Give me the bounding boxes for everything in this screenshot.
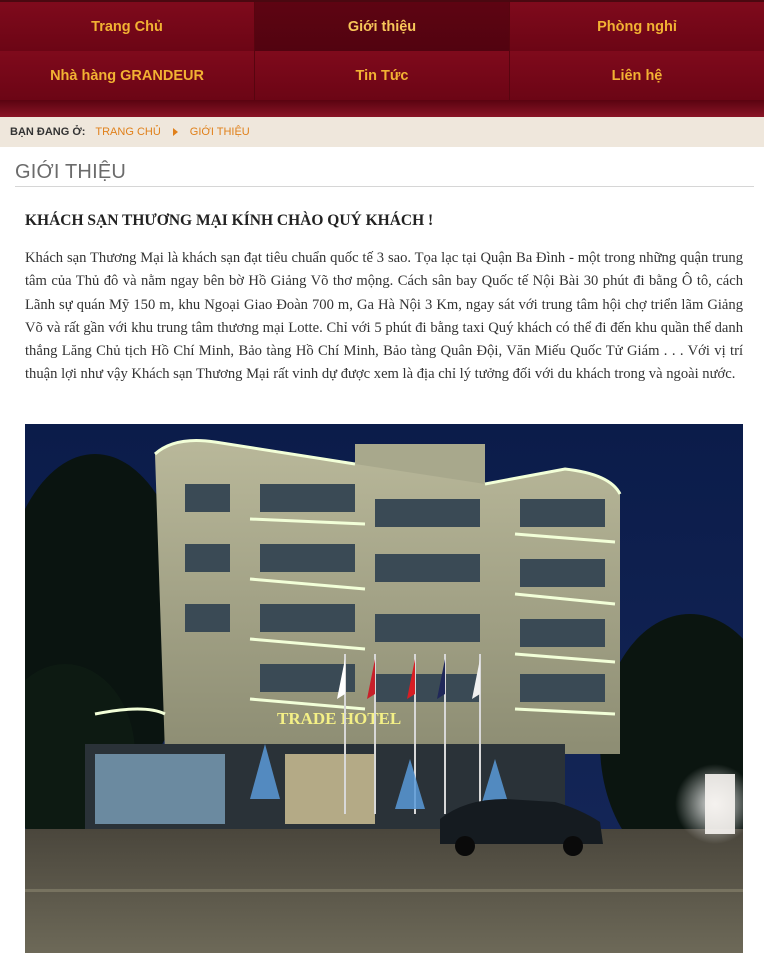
hotel-photo	[25, 424, 743, 953]
article-content	[0, 212, 764, 387]
breadcrumb-label: BẠN ĐANG Ở:	[10, 126, 86, 138]
welcome-heading: KHÁCH SẠN THƯƠNG MẠI KÍNH CHÀO QUÝ KHÁCH !	[25, 212, 434, 229]
intro-paragraph: Khách sạn Thương Mại là khách sạn đạt tiêu chuẩn quốc tế 3 sao. Tọa lạc tại Quận Ba Đình - một trong những quận trung tâm của Thủ đô và nằm ngay bên bờ Hồ Giảng Võ thơ mộng. Cách sân bay Quốc tế Nội Bài 30 phút đi bằng Ô tô, cách Lãnh sự quán Mỹ 150 m, khu Ngoại Giao Đoàn 700 m, Ga Hà Nội 3 Km, ngay sát với trung tâm hội chợ triển lãm Giảng Võ và rất gần với khu trung tâm thương mại Lotte. Chỉ với 5 phút đi bằng taxi Quý khách có thể đi đến khu quần thể danh thắng Lăng Chủ tịch Hồ Chí Minh, Bảo tàng Hồ Chí Minh, Bảo tàng Quân Đội, Văn Miếu Quốc Tử Giám . . . Với vị trí thuận lợi như vậy Khách sạn Thương Mại rất vinh dự được xem là địa chỉ lý tưởng đối với du khách trong và ngoài nước.	[25, 250, 743, 383]
breadcrumb-arrow-icon	[173, 128, 178, 136]
main-navigation	[0, 0, 764, 117]
nav-grid	[0, 2, 764, 100]
nav-bottom-bar	[0, 100, 764, 117]
breadcrumb-home-link[interactable]: TRANG CHỦ	[95, 126, 161, 138]
breadcrumb-current[interactable]: GIỚI THIỆU	[189, 126, 250, 138]
nav-item-restaurant[interactable]: Nhà hàng GRANDEUR	[0, 51, 255, 100]
hotel-sign-text: TRADE HOTEL	[277, 709, 402, 728]
nav-item-home[interactable]: Trang Chủ	[0, 2, 255, 51]
nav-item-about[interactable]: Giới thiệu	[255, 2, 510, 51]
breadcrumb	[0, 117, 764, 147]
page-title: GIỚI THIỆU	[15, 161, 754, 187]
nav-item-news[interactable]: Tin Tức	[255, 51, 510, 100]
nav-item-rooms[interactable]: Phòng nghỉ	[510, 2, 764, 51]
nav-item-contact[interactable]: Liên hệ	[510, 51, 764, 100]
